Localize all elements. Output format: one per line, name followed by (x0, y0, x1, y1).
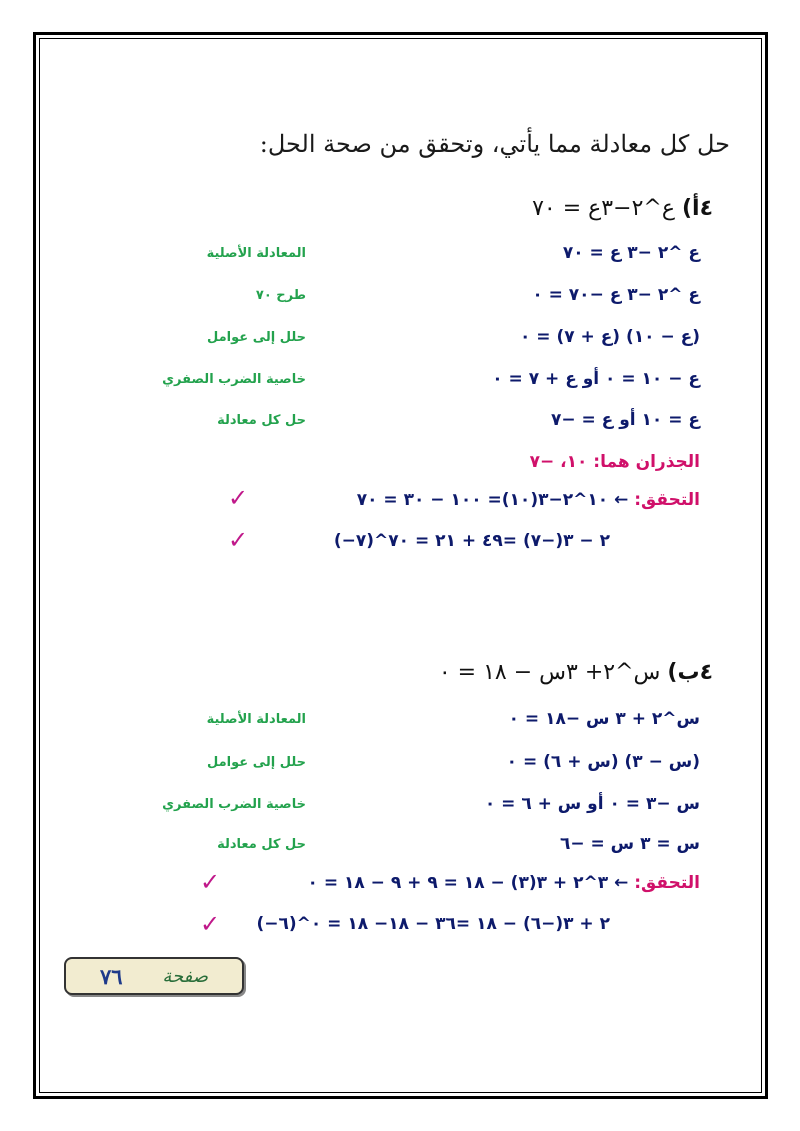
problem-a-note-2: طرح ٧٠ (255, 288, 306, 303)
problem-a-check-2: (−٧)^٢ − ٣(−٧) =٤٩ + ٢١ = ٧٠ (333, 531, 610, 551)
checkmark-icon: ✓ (200, 868, 221, 896)
problem-b-note-2: حلل إلى عوامل (207, 755, 306, 770)
problem-b-check-label: التحقق: (634, 873, 700, 893)
problem-a-note-4: خاصية الضرب الصفري (162, 372, 306, 387)
problem-a-roots: الجذران هما: ١٠، −٧ (529, 452, 700, 472)
problem-b-note-4: حل كل معادلة (217, 837, 306, 852)
problem-b-step-2: (س − ٣) (س + ٦) = ٠ (506, 752, 700, 772)
problem-a-step-3: (ع − ١٠) (ع + ٧) = ٠ (519, 327, 700, 347)
problem-b-equation: س^٢+ ٣س − ١٨ = ٠ (438, 660, 661, 685)
problem-a-check-label: التحقق: (634, 490, 700, 510)
problem-a-step-2: ع ^٢ −٣ ع −٧٠ = ٠ (532, 285, 700, 305)
problem-b-step-3: س −٣ = ٠ أو س + ٦ = ٠ (484, 794, 700, 814)
problem-a-check-text-1: ← ١٠^٢−٣(١٠)= ١٠٠ − ٣٠ = ٧٠ (356, 490, 629, 510)
problem-b-step-4: س = ٣ س = −٦ (559, 834, 700, 854)
page-number-badge (64, 957, 244, 995)
problem-a-note-1: المعادلة الأصلية (206, 246, 306, 261)
checkmark-icon: ✓ (200, 910, 221, 938)
checkmark-icon: ✓ (228, 484, 249, 512)
problem-a-title (532, 196, 713, 221)
problem-a-check-1 (357, 490, 700, 510)
problem-a-step-4: ع − ١٠ = ٠ أو ع + ٧ = ٠ (492, 369, 700, 389)
problem-a-label: ٤أ) (681, 196, 713, 221)
problem-b-label: ٤ب) (667, 660, 713, 685)
problem-b-note-3: خاصية الضرب الصفري (162, 797, 306, 812)
problem-b-check-2: (−٦)^٢ + ٣(−٦) − ١٨ =٣٦ − ١٨− ١٨ = ٠ (256, 914, 610, 934)
problem-a-equation: ع^٢−٣ع = ٧٠ (532, 196, 675, 221)
problem-b-title (439, 660, 713, 685)
problem-a-note-3: حلل إلى عوامل (207, 330, 306, 345)
exercise-heading: حل كل معادلة مما يأتي، وتحقق من صحة الحل: (259, 130, 730, 158)
page-word: صفحة (162, 965, 209, 987)
problem-b-note-1: المعادلة الأصلية (206, 712, 306, 727)
checkmark-icon: ✓ (228, 526, 249, 554)
problem-a-note-5: حل كل معادلة (217, 413, 306, 428)
problem-b-step-1: س^٢ + ٣ س −١٨ = ٠ (508, 709, 700, 729)
problem-a-step-5: ع = ١٠ أو ع = −٧ (550, 410, 700, 430)
problem-b-check-text-1: ← ٣^٢ + ٣(٣) − ١٨ = ٩ + ٩ − ١٨ = ٠ (307, 873, 629, 893)
problem-b-check-1 (308, 873, 700, 893)
problem-a-step-1: ع ^٢ −٣ ع = ٧٠ (562, 243, 700, 263)
page-number: ٧٦ (99, 963, 123, 989)
